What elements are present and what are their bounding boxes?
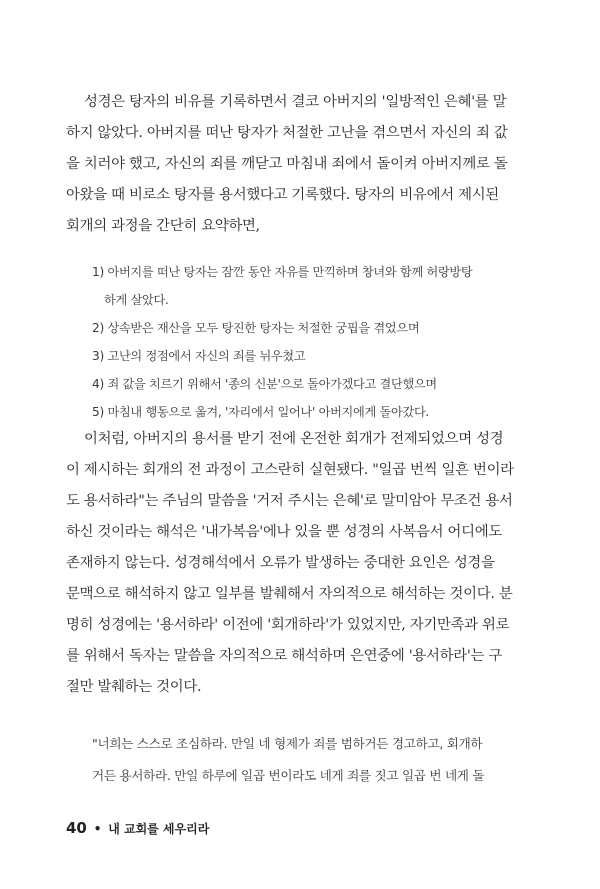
paragraph-1-line: 을 치러야 했고, 자신의 죄를 깨닫고 마침내 죄에서 돌이켜 아버지께로 돌 xyxy=(66,156,508,172)
paragraph-2-line: 이 제시하는 회개의 전 과정이 고스란히 실현됐다. "일곱 번씩 일흔 번이라 xyxy=(66,462,514,478)
list-item-continuation: 하게 살았다. xyxy=(104,293,169,307)
list-item: 2) 상속받은 재산을 모두 탕진한 탕자는 처절한 궁핍을 겪었으며 xyxy=(92,321,420,335)
paragraph-2-line: 를 위해서 독자는 말씀을 자의적으로 해석하며 은연중에 '용서하라'는 구 xyxy=(66,648,502,664)
paragraph-2 xyxy=(66,424,536,703)
paragraph-2-line: 문맥으로 해석하지 않고 일부를 발췌해서 자의적으로 해석하는 것이다. 분 xyxy=(66,586,513,602)
quote-line: "너희는 스스로 조심하라. 만일 네 형제가 죄를 범하거든 경고하고, 회개하 xyxy=(92,736,483,751)
paragraph-2-line: 명히 성경에는 '용서하라' 이전에 '회개하라'가 있었지만, 자기만족과 위로 xyxy=(66,617,510,633)
list-item: 5) 마침내 행동으로 옮겨, '자리에서 일어나' 아버지에게 돌아갔다. xyxy=(92,405,430,419)
paragraph-2-line: 하신 것이라는 해석은 '내가복음'에나 있을 뿐 성경의 사복음서 어디에도 xyxy=(66,524,502,540)
paragraph-2-line: 절만 발췌하는 것이다. xyxy=(66,679,202,695)
paragraph-1 xyxy=(66,87,536,242)
paragraph-1-line: 하지 않았다. 아버지를 떠난 탕자가 처절한 고난을 겪으면서 자신의 죄 값 xyxy=(66,125,508,141)
quote-line: 거든 용서하라. 만일 하루에 일곱 번이라도 네게 죄를 짓고 일곱 번 네게 돌 xyxy=(92,768,485,783)
list-item: 4) 죄 값을 치르기 위해서 '종의 신분'으로 돌아가겠다고 결단했으며 xyxy=(92,377,437,391)
summary-list xyxy=(92,258,542,426)
paragraph-2-line: 존재하지 않는다. 성경해석에서 오류가 발생하는 중대한 요인은 성경을 xyxy=(66,555,495,571)
footer-bullet: • xyxy=(93,822,102,836)
scripture-quote xyxy=(92,728,542,792)
paragraph-1-line: 회개의 과정을 간단히 요약하면, xyxy=(66,218,260,234)
page-number: 40 xyxy=(66,819,87,837)
paragraph-2-line: 도 용서하라"는 주님의 말씀을 '거저 주시는 은혜'로 말미암아 무조건 용서 xyxy=(66,493,513,509)
paragraph-1-line: 성경은 탕자의 비유를 기록하면서 결코 아버지의 '일방적인 은혜'를 말 xyxy=(84,94,507,110)
book-title: 내 교회를 세우리라 xyxy=(108,822,210,836)
paragraph-2-line: 이처럼, 아버지의 용서를 받기 전에 온전한 회개가 전제되었으며 성경 xyxy=(84,431,504,447)
paragraph-1-line: 아왔을 때 비로소 탕자를 용서했다고 기록했다. 탕자의 비유에서 제시된 xyxy=(66,187,499,203)
page-footer xyxy=(66,819,209,837)
list-item: 3) 고난의 정점에서 자신의 죄를 뉘우쳤고 xyxy=(92,349,306,363)
list-item: 1) 아버지를 떠난 탕자는 잠깐 동안 자유를 만끽하며 창녀와 함께 허랑방탕 xyxy=(92,265,473,279)
